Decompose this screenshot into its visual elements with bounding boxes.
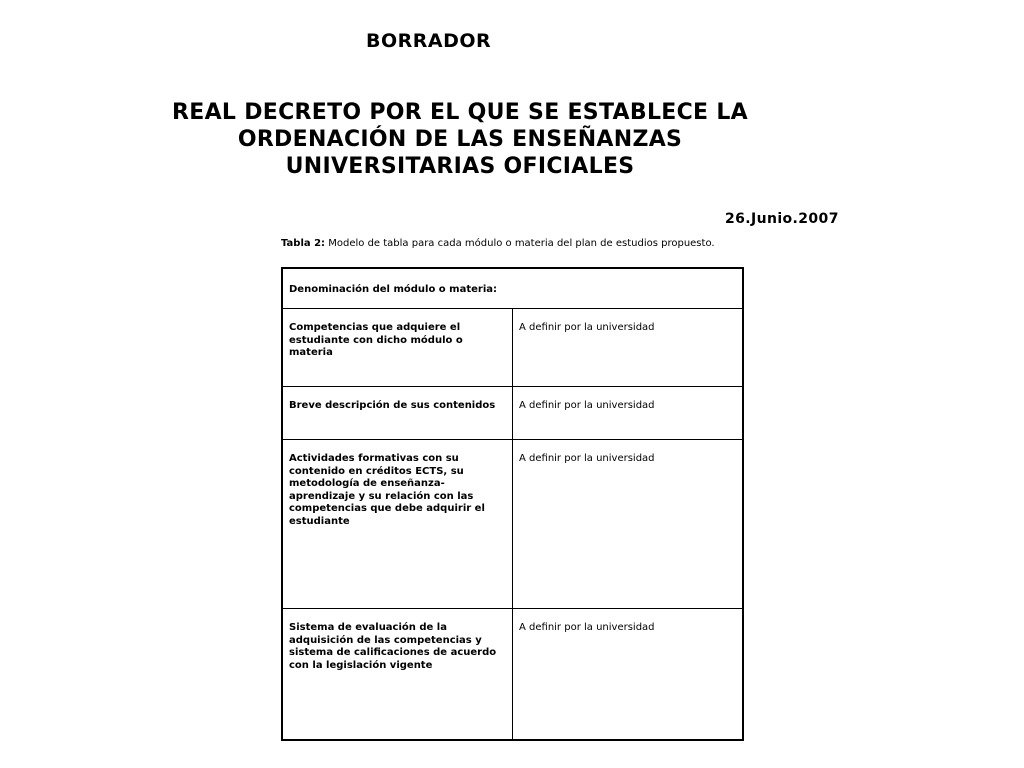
document-date: 26.Junio.2007 [725,211,839,227]
draft-label: BORRADOR [366,30,492,52]
table-caption-label: Tabla 2: [281,238,326,249]
document-title [60,99,860,180]
document-title-line-1: REAL DECRETO POR EL QUE SE ESTABLECE LA [172,100,748,125]
row-value-evaluacion: A definir por la universidad [513,609,744,741]
module-table [281,267,744,741]
row-label-evaluacion: Sistema de evaluación de la adquisición de las competencias y sistema de calificaciones de acuerdo con la legislación vigente [282,609,513,741]
document-title-line-3: UNIVERSITARIAS OFICIALES [285,154,635,179]
table-row [282,609,743,741]
row-value-actividades: A definir por la universidad [513,440,744,609]
document-title-line-2: ORDENACIÓN DE LAS ENSEÑANZAS [237,127,683,152]
table-header-cell: Denominación del módulo o materia: [282,268,743,309]
table-header-row [282,268,743,309]
row-label-competencias: Competencias que adquiere el estudiante con dicho módulo o materia [282,309,513,387]
table-row [282,387,743,440]
row-label-descripcion: Breve descripción de sus contenidos [282,387,513,440]
table-caption-text: Modelo de tabla para cada módulo o materia del plan de estudios propuesto. [325,238,715,249]
table-row [282,440,743,609]
row-value-competencias: A definir por la universidad [513,309,744,387]
row-value-descripcion: A definir por la universidad [513,387,744,440]
table-row [282,309,743,387]
table-caption [281,238,715,249]
row-label-actividades: Actividades formativas con su contenido en créditos ECTS, su metodología de enseñanza-aprendizaje y su relación con las competencias que debe adquirir el estudiante [282,440,513,609]
